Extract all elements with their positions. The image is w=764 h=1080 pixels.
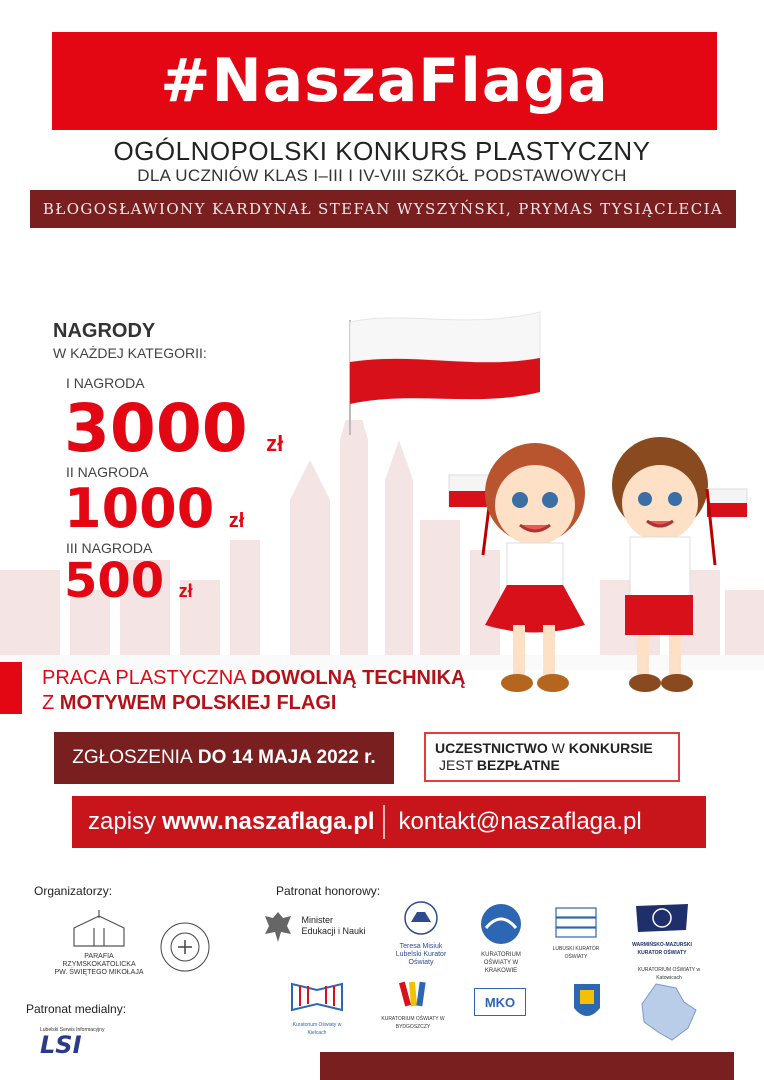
lubuski-logo [552,906,600,961]
prize-2-currency: zł [228,510,245,532]
parish-logo [54,910,144,977]
media-patron-logo [40,1027,104,1057]
contest-subtitle: OGÓLNOPOLSKI KONKURS PLASTYCZNY [113,136,651,166]
media-patronage-label: Patronat medialny: [26,1002,127,1016]
technique-line2-prefix: Z [42,692,60,714]
minister-logo [263,908,365,944]
signup-prefix: zapisy [88,808,157,835]
prize-2 [64,477,244,540]
bottom-accent-bar [320,1052,734,1080]
lubuski-books-icon [552,906,600,940]
minister-line1: Minister [301,915,333,925]
media-small-text: Lubelski Serwis Informacyjny [40,1027,105,1033]
minister-line2: Edukacji i Nauki [301,926,366,936]
parish-name-line1: PARAFIA RZYMSKOKATOLICKA [62,953,136,968]
katowice-logo [636,966,702,1047]
mko-text: MKO [484,994,516,1010]
krakow-logo [470,902,532,975]
lublin-line1: Teresa Misiuk [399,943,443,950]
dedication-band [30,190,736,228]
prizes-subheading: W KAŻDEJ KATEGORII: [53,345,207,361]
kielce-book-icon [286,978,348,1016]
dedication-text: BŁOGOSŁAWIONY KARDYNAŁ STEFAN WYSZYŃSKI, PRYMAS TYSIĄCLECIA [42,200,724,218]
participation-bold2: KONKURSIE [568,740,653,756]
prize-3 [64,553,193,609]
signup-divider [383,805,385,839]
bydgoszcz-pencils-icon [380,978,446,1010]
warminsko-logo [632,900,692,957]
katowice-text: KURATORIUM OŚWIATY w Katowicach [637,967,701,981]
prizes-heading: NAGRODY [53,320,156,342]
participation-line2-prefix: JEST [439,757,477,773]
kielce-logo [286,978,348,1037]
silesia-map-icon [636,982,702,1042]
crest-icon [570,980,604,1026]
participation-bold1: UCZESTNICTWO [435,740,548,756]
prize-2-label: II NAGRODA [66,464,149,480]
lublin-crest-icon [385,900,457,938]
accent-bar [0,662,22,714]
prize-2-amount: 1000 [64,477,215,540]
foundation-seal-icon [158,920,212,974]
warminsko-map-icon [632,900,692,936]
lublin-line2: Lubelski Kurator Oświaty [395,951,447,966]
technique-line1-bold: DOWOLNĄ TECHNIKĄ [250,667,466,689]
prize-1-label: I NAGRODA [66,375,145,391]
media-logo-text: LSI [40,1031,82,1059]
prize-3-amount: 500 [64,553,165,609]
children-with-flags-illustration [445,425,755,705]
lublin-kurator-logo [385,900,457,967]
technique-line2-bold: MOTYWEM POLSKIEJ FLAGI [59,692,337,714]
organizers-label: Organizatorzy: [34,884,113,898]
website-link[interactable]: www.naszaflaga.pl [162,808,375,835]
contact-email-link[interactable]: kontakt@naszaflaga.pl [398,808,642,835]
warminsko-text: WARMIŃSKO-MAZURSKI KURATOR OŚWIATY [632,942,692,956]
prize-1-amount: 3000 [64,390,248,467]
technique-text [42,666,465,716]
kielce-text: Kuratorium Oświaty w Kielcach [292,1022,342,1036]
eagle-emblem-icon [263,908,293,944]
krakow-emblem-icon [470,902,532,946]
participation-line2-bold: BEZPŁATNE [476,757,560,773]
signup-bar [72,796,706,848]
deadline-prefix: ZGŁOSZENIA [72,747,193,768]
contest-audience: DLA UCZNIÓW KLAS I–III I IV-VIII SZKÓŁ PODSTAWOWYCH [137,166,627,185]
krakow-text: KURATORIUM OŚWIATY W KRAKOWIE [481,952,521,974]
participation-box [424,732,680,782]
title-banner [52,32,717,130]
prize-3-label: III NAGRODA [66,540,153,556]
prize-1-currency: zł [266,431,284,456]
bydgoszcz-logo [380,978,446,1031]
page-title: #NaszaFlaga [160,46,609,116]
polish-flag-illustration [345,300,545,435]
prize-3-currency: zł [178,581,193,601]
deadline-date: DO 14 MAJA 2022 r. [197,747,376,768]
church-icon [54,910,144,948]
prize-1 [64,390,283,467]
bydgoszcz-text: KURATORIUM OŚWIATY W BYDGOSZCZY [381,1016,445,1030]
deadline-banner [54,732,394,784]
technique-line1-prefix: PRACA PLASTYCZNA [42,667,251,689]
parish-name-line2: PW. ŚWIĘTEGO MIKOŁAJA [54,969,144,976]
lubuski-text: LUBUSKI KURATOR OŚWIATY [552,946,600,960]
patronage-label: Patronat honorowy: [276,884,381,898]
mko-logo [474,988,526,1016]
participation-mid: W [547,740,569,756]
